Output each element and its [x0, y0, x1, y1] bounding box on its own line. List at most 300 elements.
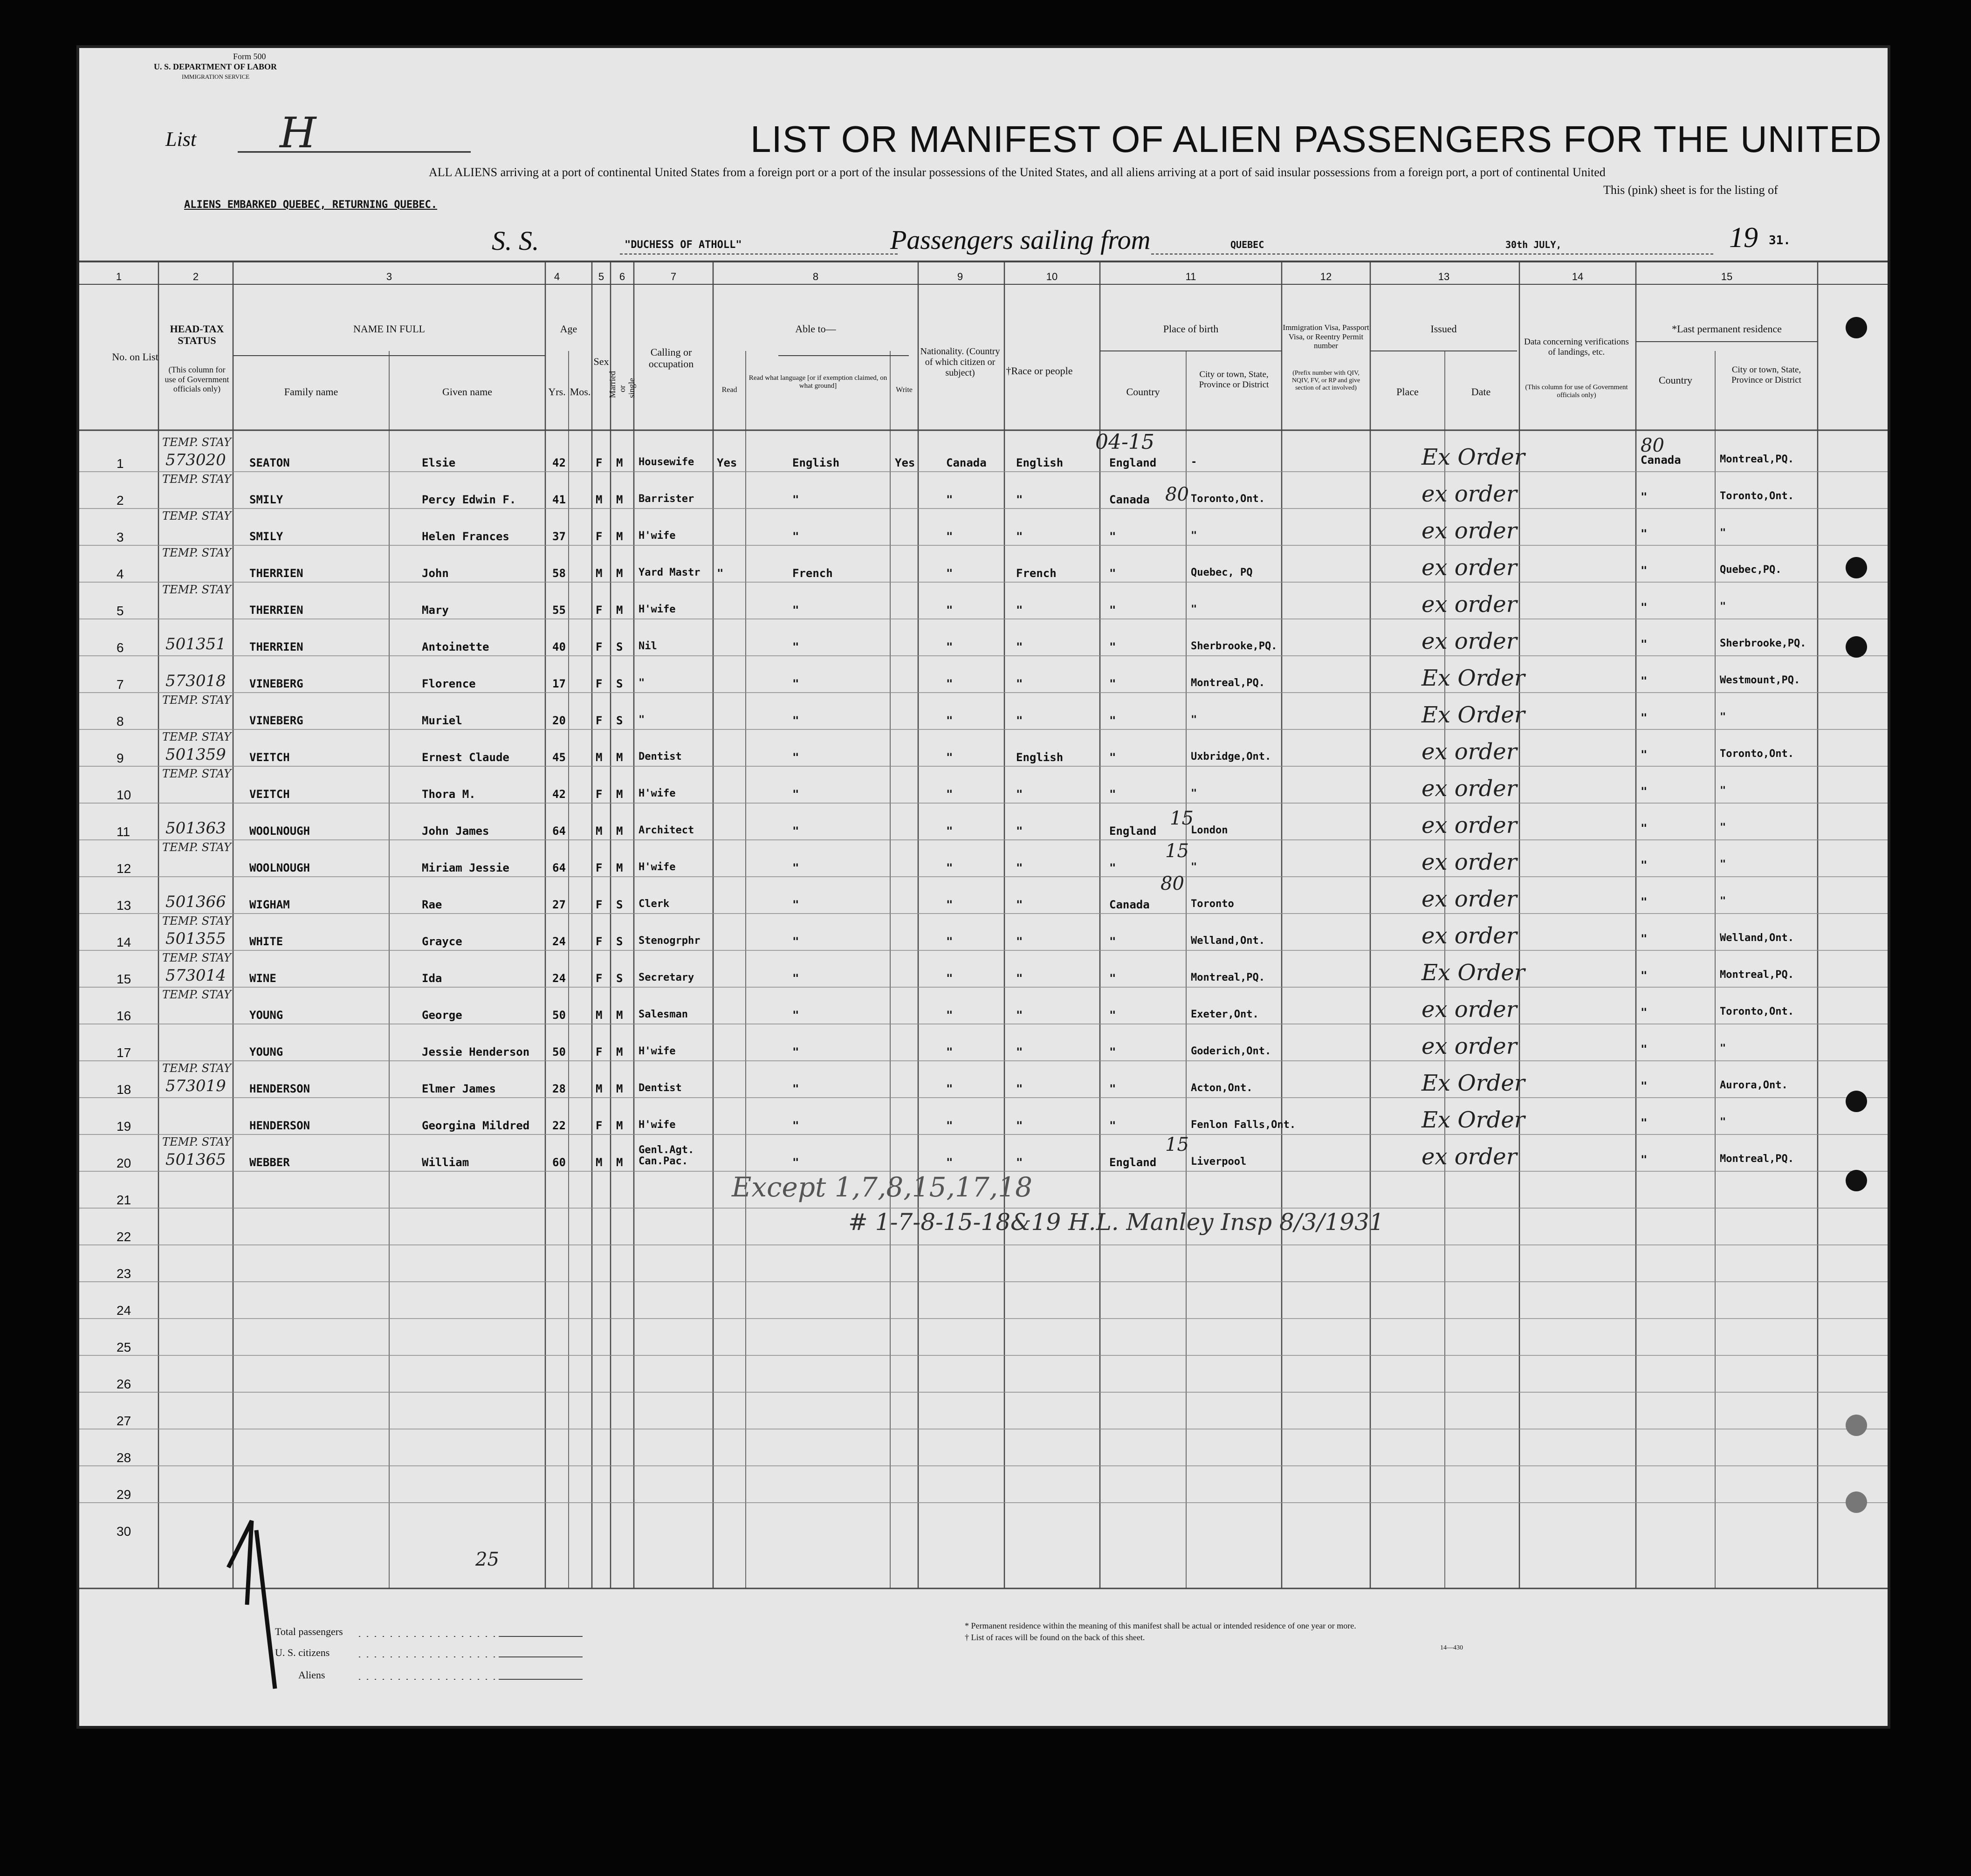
age-years: 27 [552, 898, 566, 911]
row-number: 21 [117, 1193, 131, 1207]
age-years: 58 [552, 567, 566, 580]
footer-aliens: Aliens [298, 1669, 325, 1681]
family-name: VINEBERG [249, 714, 303, 727]
residence-country: " [1641, 1043, 1648, 1056]
header-mos: Mos. [570, 386, 591, 398]
residence-country: " [1641, 895, 1648, 908]
birth-city: Quebec, PQ [1191, 567, 1253, 578]
residence-country: " [1641, 564, 1648, 577]
row-number: 30 [117, 1524, 131, 1539]
given-name: Ernest Claude [422, 751, 509, 764]
birth-city: Uxbridge,Ont. [1191, 751, 1271, 763]
birth-country: " [1109, 751, 1116, 764]
visa-handwritten: ex order [1422, 739, 1517, 765]
occupation: Dentist [639, 1082, 682, 1094]
marital-status: M [616, 788, 623, 801]
read-language: " [792, 530, 799, 543]
given-name: Mary [422, 604, 449, 617]
residence-country: " [1641, 601, 1648, 614]
column-number: 13 [1438, 271, 1450, 282]
read-language: " [792, 972, 799, 985]
binder-hole [1846, 1091, 1867, 1112]
column-number: 10 [1046, 271, 1058, 282]
family-name: THERRIEN [249, 640, 303, 653]
header-issued-date: Date [1471, 386, 1491, 398]
birth-country: " [1109, 677, 1116, 690]
row-number: 5 [117, 604, 124, 618]
marital-status: M [616, 861, 623, 874]
nationality: " [946, 898, 953, 911]
birth-city: - [1191, 456, 1197, 468]
row-number: 14 [117, 935, 131, 949]
head-tax-status: TEMP. STAY [162, 694, 231, 707]
age-years: 40 [552, 640, 566, 653]
occupation: H'wife [639, 1119, 676, 1131]
head-tax-status: TEMP. STAY [162, 509, 231, 522]
head-tax-status: TEMP. STAY [162, 988, 231, 1001]
birth-city: " [1191, 788, 1197, 799]
race: " [1016, 1156, 1023, 1169]
column-number: 6 [619, 271, 625, 282]
visa-handwritten: ex order [1422, 996, 1517, 1023]
visa-handwritten: ex order [1422, 849, 1517, 875]
family-name: HENDERSON [249, 1119, 310, 1132]
row-number: 9 [117, 751, 124, 765]
annotation-bottom-mark: 25 [475, 1549, 499, 1570]
occupation: Yard Mastr [639, 567, 700, 578]
age-years: 37 [552, 530, 566, 543]
visa-handwritten: ex order [1422, 518, 1517, 544]
row-number: 4 [117, 567, 124, 581]
head-tax-status: TEMP. STAY [162, 841, 231, 854]
read-language: " [792, 1156, 799, 1169]
birth-country: " [1109, 972, 1116, 985]
marital-status: M [616, 751, 623, 764]
residence-country: " [1641, 674, 1648, 687]
marital-status: M [616, 1045, 623, 1058]
footer-us-citizens: U. S. citizens [275, 1647, 330, 1658]
birth-country: " [1109, 640, 1116, 653]
head-tax-number: 501355 [165, 929, 226, 948]
age-years: 64 [552, 825, 566, 838]
residence-country: " [1641, 932, 1648, 945]
given-name: George [422, 1009, 462, 1022]
birth-city: Acton,Ont. [1191, 1082, 1253, 1094]
visa-handwritten: ex order [1422, 555, 1517, 581]
given-name: Rae [422, 898, 442, 911]
residence-country: " [1641, 859, 1648, 872]
visa-handwritten: ex order [1422, 481, 1517, 507]
nationality: " [946, 1119, 953, 1132]
marital-status: S [616, 972, 623, 985]
residence-city: " [1720, 895, 1726, 907]
nationality: " [946, 788, 953, 801]
age-years: 42 [552, 788, 566, 801]
given-name: Percy Edwin F. [422, 493, 516, 506]
visa-handwritten: ex order [1422, 628, 1517, 654]
head-tax-number: 573018 [165, 672, 226, 690]
residence-country: " [1641, 1116, 1648, 1129]
can-write: Yes [895, 456, 915, 469]
family-name: VINEBERG [249, 677, 303, 690]
nationality: " [946, 567, 953, 580]
residence-city: Montreal,PQ. [1720, 1153, 1794, 1165]
age-years: 24 [552, 935, 566, 948]
row-number: 29 [117, 1487, 131, 1502]
head-tax-status: TEMP. STAY [162, 1062, 231, 1075]
race: " [1016, 714, 1023, 727]
nationality: " [946, 935, 953, 948]
occupation: Genl.Agt. Can.Pac. [639, 1144, 694, 1168]
birth-country: " [1109, 604, 1116, 617]
birth-city: London [1191, 825, 1228, 836]
residence-city: Sherbrooke,PQ. [1720, 638, 1806, 649]
sailing-label: Passengers sailing from [890, 225, 1151, 255]
age-years: 55 [552, 604, 566, 617]
given-name: Muriel [422, 714, 462, 727]
residence-country: " [1641, 969, 1648, 982]
nationality: Canada [946, 456, 987, 469]
read-language: " [792, 751, 799, 764]
occupation: H'wife [639, 604, 676, 615]
birth-city: " [1191, 714, 1197, 726]
birth-country: " [1109, 935, 1116, 948]
given-name: Elmer James [422, 1082, 496, 1095]
column-number: 14 [1572, 271, 1584, 282]
birth-city: Toronto [1191, 898, 1234, 910]
family-name: YOUNG [249, 1045, 283, 1058]
column-number: 4 [554, 271, 560, 282]
marital-status: S [616, 677, 623, 690]
column-number: 7 [670, 271, 677, 282]
sex: M [596, 751, 603, 764]
head-tax-number: 501363 [165, 819, 226, 838]
occupation: " [639, 677, 645, 689]
marital-status: S [616, 935, 623, 948]
family-name: WOOLNOUGH [249, 825, 310, 838]
row-number: 11 [117, 825, 130, 839]
residence-city: " [1720, 822, 1726, 833]
nationality: " [946, 1082, 953, 1095]
header-no-on-list: No. on List [112, 351, 158, 363]
race: " [1016, 935, 1023, 948]
marital-status: S [616, 640, 623, 653]
footer-lines [359, 1633, 592, 1689]
header-issued-place: Place [1396, 386, 1419, 398]
nationality: " [946, 530, 953, 543]
head-tax-status: TEMP. STAY [162, 583, 231, 596]
race: " [1016, 898, 1023, 911]
row-number: 1 [117, 456, 124, 471]
occupation: Architect [639, 825, 694, 836]
ship-name: "DUCHESS OF ATHOLL" [625, 239, 742, 251]
row-number: 12 [117, 861, 131, 876]
service: IMMIGRATION SERVICE [182, 73, 250, 80]
race: " [1016, 640, 1023, 653]
visa-handwritten: Ex Order [1422, 1107, 1525, 1133]
sex: F [596, 788, 603, 801]
nationality: " [946, 1009, 953, 1022]
family-name: YOUNG [249, 1009, 283, 1022]
row-number: 13 [117, 898, 131, 913]
birth-city: Montreal,PQ. [1191, 677, 1265, 689]
family-name: WINE [249, 972, 276, 985]
residence-city: " [1720, 859, 1726, 870]
race: " [1016, 825, 1023, 838]
row-number: 8 [117, 714, 124, 728]
nationality: " [946, 604, 953, 617]
row-number: 15 [117, 972, 131, 986]
visa-handwritten: Ex Order [1422, 1070, 1525, 1096]
binder-hole [1846, 1491, 1867, 1513]
birth-country: Canada [1109, 493, 1150, 506]
given-name: Antoinette [422, 640, 489, 653]
header-issued: Issued [1430, 323, 1457, 335]
occupation: Housewife [639, 456, 694, 468]
birth-country: " [1109, 788, 1116, 801]
race: " [1016, 677, 1023, 690]
visa-handwritten: ex order [1422, 776, 1517, 802]
visa-handwritten: ex order [1422, 886, 1517, 912]
sex: M [596, 567, 603, 580]
header-age: Age [560, 323, 577, 335]
marital-status: M [616, 825, 623, 838]
marital-status: S [616, 714, 623, 727]
residence-country: " [1641, 1006, 1648, 1019]
column-number: 3 [386, 271, 392, 282]
row-number: 27 [117, 1414, 131, 1428]
occupation: Barrister [639, 493, 694, 505]
header-write: Write [896, 386, 913, 394]
header-calling: Calling or occupation [648, 346, 694, 370]
year-prefix: 19 [1729, 222, 1758, 254]
header-head-tax: HEAD-TAX STATUS [170, 323, 224, 347]
header-read-lang: Read what language [or if exemption claimed, on what ground] [749, 374, 887, 390]
family-name: WEBBER [249, 1156, 290, 1169]
row-number: 6 [117, 640, 124, 655]
given-name: Helen Frances [422, 530, 509, 543]
family-name: THERRIEN [249, 567, 303, 580]
annotation-except: Except 1,7,8,15,17,18 [732, 1171, 1033, 1203]
age-years: 45 [552, 751, 566, 764]
header-sex: Sex [593, 356, 609, 367]
occupation: " [639, 714, 645, 726]
birth-city: " [1191, 530, 1197, 542]
visa-handwritten: ex order [1422, 923, 1517, 949]
birth-country: Canada [1109, 898, 1150, 911]
header-visa-note: (Prefix number with QIV, NQIV, FV, or RP and give section of act involved) [1291, 370, 1360, 392]
occupation: H'wife [639, 1045, 676, 1057]
family-name: HENDERSON [249, 1082, 310, 1095]
table-grid [79, 48, 1888, 1726]
sex: F [596, 861, 603, 874]
residence-city: Quebec,PQ. [1720, 564, 1782, 576]
head-tax-status: TEMP. STAY [162, 767, 231, 780]
annotation-inspector: # 1-7-8-15-18&19 H.L. Manley Insp 8/3/1931 [848, 1209, 1384, 1236]
nationality: " [946, 1156, 953, 1169]
row-number: 28 [117, 1450, 131, 1465]
row-number: 16 [117, 1009, 131, 1023]
race: " [1016, 1045, 1023, 1058]
race: " [1016, 972, 1023, 985]
read-language: " [792, 1119, 799, 1132]
birth-city: " [1191, 604, 1197, 615]
row-number: 10 [117, 788, 131, 802]
race: " [1016, 861, 1023, 874]
family-name: WHITE [249, 935, 283, 948]
given-name: Grayce [422, 935, 462, 948]
sex: F [596, 898, 603, 911]
visa-handwritten: Ex Order [1422, 960, 1525, 986]
race: English [1016, 751, 1064, 764]
column-number: 8 [812, 271, 819, 282]
residence-city: Aurora,Ont. [1720, 1079, 1788, 1091]
marital-status: S [616, 898, 623, 911]
race: " [1016, 1082, 1023, 1095]
occupation: Stenogrphr [639, 935, 700, 947]
sex: M [596, 825, 603, 838]
birth-country: " [1109, 1082, 1116, 1095]
can-read: " [717, 567, 724, 580]
residence-city: Westmount,PQ. [1720, 674, 1800, 686]
birth-city: Sherbrooke,PQ. [1191, 640, 1277, 652]
annotation-r12-birth: 15 [1165, 840, 1189, 862]
residence-country: " [1641, 711, 1648, 724]
column-number: 12 [1320, 271, 1332, 282]
head-tax-number: 501351 [165, 635, 226, 653]
footer-total-passengers: Total passengers [275, 1626, 343, 1637]
head-tax-number: 501366 [165, 893, 226, 911]
age-years: 41 [552, 493, 566, 506]
birth-country: " [1109, 1045, 1116, 1058]
nationality: " [946, 714, 953, 727]
occupation: Dentist [639, 751, 682, 763]
residence-country: " [1641, 1079, 1648, 1093]
head-tax-status: TEMP. STAY [162, 546, 231, 559]
read-language: French [792, 567, 833, 580]
residence-country: " [1641, 638, 1648, 651]
family-name: VEITCH [249, 751, 290, 764]
age-years: 22 [552, 1119, 566, 1132]
header-place-of-birth: Place of birth [1163, 323, 1219, 335]
given-name: John James [422, 825, 489, 838]
residence-city: " [1720, 601, 1726, 612]
residence-city: " [1720, 1116, 1726, 1128]
header-nationality: Nationality. (Country of which citizen or subject) [920, 346, 1000, 378]
race: English [1016, 456, 1064, 469]
read-language: " [792, 1009, 799, 1022]
birth-country: England [1109, 825, 1157, 838]
read-language: " [792, 714, 799, 727]
residence-country: Canada [1641, 454, 1681, 467]
birth-city: " [1191, 861, 1197, 873]
binder-hole [1846, 1415, 1867, 1436]
list-number: H [280, 109, 316, 158]
visa-handwritten: ex order [1422, 812, 1517, 838]
nationality: " [946, 640, 953, 653]
family-name: WOOLNOUGH [249, 861, 310, 874]
head-tax-number: 573019 [165, 1077, 226, 1095]
sex: F [596, 456, 603, 469]
header-res-country: Country [1658, 374, 1693, 386]
occupation: Nil [639, 640, 657, 652]
age-years: 20 [552, 714, 566, 727]
row-number: 18 [117, 1082, 131, 1097]
visa-handwritten: ex order [1422, 1144, 1517, 1170]
occupation: Salesman [639, 1009, 688, 1020]
row-number: 24 [117, 1303, 131, 1318]
read-language: " [792, 788, 799, 801]
family-name: VEITCH [249, 788, 290, 801]
marital-status: M [616, 1082, 623, 1095]
residence-city: " [1720, 711, 1726, 723]
head-tax-status: TEMP. STAY [162, 1135, 231, 1148]
department: U. S. DEPARTMENT OF LABOR [154, 62, 277, 71]
birth-city: Welland,Ont. [1191, 935, 1265, 947]
marital-status: M [616, 567, 623, 580]
nationality: " [946, 677, 953, 690]
header-family-name: Family name [284, 386, 338, 398]
column-number: 11 [1185, 271, 1196, 282]
header-yrs: Yrs. [548, 386, 566, 398]
residence-city: Welland,Ont. [1720, 932, 1794, 944]
row-number: 7 [117, 677, 124, 692]
footer-note-residence: * Permanent residence within the meaning of this manifest shall be actual or intended residence of one year or more. [965, 1621, 1356, 1630]
marital-status: M [616, 1009, 623, 1022]
binder-hole [1846, 317, 1867, 338]
sex: F [596, 714, 603, 727]
header-data-verif-note: (This column for use of Government officials only) [1525, 384, 1628, 399]
header-res-city: City or town, State, Province or District [1731, 365, 1801, 385]
read-language: " [792, 935, 799, 948]
footer-note-races: † List of races will be found on the back of this sheet. [965, 1633, 1145, 1642]
residence-country: " [1641, 490, 1648, 503]
family-name: WIGHAM [249, 898, 290, 911]
read-language: " [792, 604, 799, 617]
race: " [1016, 604, 1023, 617]
list-label: List [165, 128, 197, 151]
sex: F [596, 640, 603, 653]
occupation: H'wife [639, 861, 676, 873]
row-number: 3 [117, 530, 124, 544]
annotation-r1-top: 04-15 [1095, 430, 1154, 454]
given-name: Georgina Mildred [422, 1119, 530, 1132]
head-tax-number: 501365 [165, 1150, 226, 1169]
birth-city: Liverpool [1191, 1156, 1247, 1168]
nationality: " [946, 751, 953, 764]
sex: M [596, 493, 603, 506]
row-number: 26 [117, 1377, 131, 1391]
birth-country: England [1109, 456, 1157, 469]
form-number: Form 500 [233, 52, 266, 61]
birth-city: Exeter,Ont. [1191, 1009, 1259, 1020]
age-years: 64 [552, 861, 566, 874]
marital-status: M [616, 1119, 623, 1132]
age-years: 42 [552, 456, 566, 469]
annotation-r2-birth: 80 [1165, 484, 1189, 505]
read-language: " [792, 640, 799, 653]
given-name: William [422, 1156, 469, 1169]
race: " [1016, 1119, 1023, 1132]
given-name: Ida [422, 972, 442, 985]
residence-city: Montreal,PQ. [1720, 969, 1794, 981]
header-birth-city: City or town, State, Province or District [1199, 370, 1269, 390]
header-name-in-full: NAME IN FULL [353, 323, 425, 335]
binder-hole [1846, 636, 1867, 658]
occupation: H'wife [639, 530, 676, 542]
sex: M [596, 1156, 603, 1169]
birth-country: " [1109, 861, 1116, 874]
